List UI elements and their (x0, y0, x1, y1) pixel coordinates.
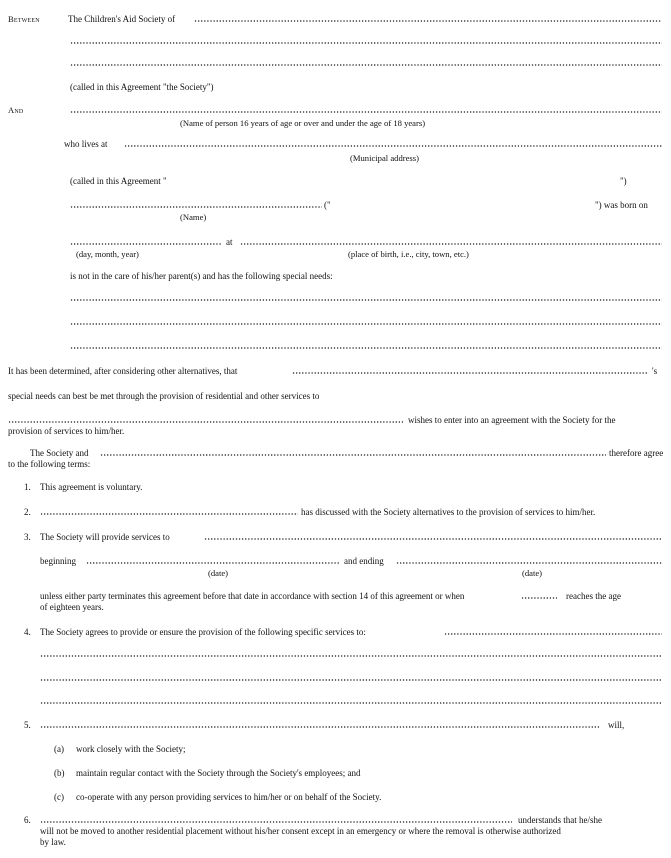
society-name-field[interactable] (194, 20, 662, 22)
between-label: Between (8, 14, 40, 24)
child-name-field-3[interactable] (8, 421, 404, 423)
item-1-text: This agreement is voluntary. (40, 482, 143, 492)
item-6-number: 6. (24, 815, 31, 825)
special-needs-line-2[interactable] (70, 323, 662, 325)
called-open-label: (called in this Agreement " (70, 176, 167, 186)
begin-date-field[interactable] (86, 562, 340, 564)
special-needs-line-1[interactable] (70, 299, 662, 301)
person-name-field[interactable] (70, 111, 662, 113)
society-of-label: The Children's Aid Society of (68, 14, 176, 24)
item-5-name-field[interactable] (40, 726, 600, 728)
item-2-name-field[interactable] (40, 513, 298, 515)
services-line-2[interactable] (40, 679, 662, 681)
paragraph-2a-end: therefore agree (609, 448, 664, 458)
item-5c-text: co-operate with any person providing services to him/her or on behalf of the Society. (76, 792, 382, 802)
end-date-field[interactable] (396, 562, 662, 564)
birth-date-field[interactable] (70, 243, 222, 245)
called-close-label: ") (620, 176, 627, 186)
reaches-name-field[interactable] (521, 597, 557, 599)
paragraph-2b: to the following terms: (8, 459, 91, 469)
eighteen-text: of eighteen years. (40, 602, 104, 612)
address-caption: (Municipal address) (350, 153, 419, 163)
item-4-number: 4. (24, 627, 31, 637)
beginning-label: beginning (40, 556, 76, 566)
item-6-text-c: by law. (40, 837, 66, 847)
born-on-label: ") was born on (595, 200, 648, 210)
end-date-caption: (date) (522, 568, 543, 578)
begin-date-caption: (date) (208, 568, 229, 578)
paragraph-1a: It has been determined, after considering other alternatives, that (8, 366, 238, 376)
item-3-text: The Society will provide services to (40, 532, 170, 542)
at-label: at (226, 237, 233, 247)
society-name-line-3[interactable] (70, 64, 662, 66)
item-6-text-a: understands that he/she (518, 815, 602, 825)
item-3-name-field[interactable] (204, 538, 662, 540)
address-field[interactable] (124, 145, 662, 147)
item-5-will: will, (608, 720, 625, 730)
child-name-field-2[interactable] (292, 372, 648, 374)
paragraph-1c-end: wishes to enter into an agreement with the Society for the (408, 415, 616, 425)
date-caption: (day, month, year) (76, 249, 139, 259)
item-5b-text: maintain regular contact with the Society through the Society's employees; and (76, 768, 361, 778)
special-needs-label: is not in the care of his/her parent(s) and has the following special needs: (70, 271, 333, 281)
item-5a-text: work closely with the Society; (76, 744, 186, 754)
unless-text: unless either party terminates this agreement before that date in accordance with section 14 of this agreement or when (40, 591, 465, 601)
person-caption: (Name of person 16 years of age or over and under the age of 18 years) (180, 118, 426, 128)
item-2-text: has discussed with the Society alternatives to the provision of services to him/her. (301, 507, 596, 517)
item-3-number: 3. (24, 532, 31, 542)
society-name-line-2[interactable] (70, 42, 662, 44)
name-caption: (Name) (180, 212, 207, 222)
item-6-text-b: will not be moved to another residential placement without his/her consent except in an emergency or where the removal is otherwise authorized (40, 826, 561, 836)
paragraph-1a-end: 's (652, 366, 658, 376)
item-5b-label: (b) (54, 768, 65, 778)
special-needs-line-3[interactable] (70, 347, 662, 349)
item-5a-label: (a) (54, 744, 64, 754)
and-label: And (8, 105, 24, 115)
paragraph-2a: The Society and (30, 448, 89, 458)
child-name-field[interactable] (70, 206, 322, 208)
birth-place-field[interactable] (240, 243, 662, 245)
item-4-name-field[interactable] (444, 633, 662, 635)
item-2-number: 2. (24, 507, 31, 517)
item-1-number: 1. (24, 482, 31, 492)
called-society-label: (called in this Agreement "the Society") (70, 82, 214, 92)
item-6-name-field[interactable] (40, 821, 512, 823)
item-5-number: 5. (24, 720, 31, 730)
and-ending-label: and ending (344, 556, 384, 566)
paragraph-1d: provision of services to him/her. (8, 426, 125, 436)
services-line-1[interactable] (40, 655, 662, 657)
paragraph-1b: special needs can best be met through the provision of residential and other services to (8, 391, 320, 401)
services-line-3[interactable] (40, 702, 662, 704)
item-4-text: The Society agrees to provide or ensure the provision of the following specific services to: (40, 627, 366, 637)
place-caption: (place of birth, i.e., city, town, etc.) (348, 249, 469, 259)
quote-open: (" (324, 200, 331, 210)
item-5c-label: (c) (54, 792, 64, 802)
reaches-text: reaches the age (566, 591, 621, 601)
child-name-field-4[interactable] (100, 454, 606, 456)
who-lives-at-label: who lives at (64, 139, 108, 149)
